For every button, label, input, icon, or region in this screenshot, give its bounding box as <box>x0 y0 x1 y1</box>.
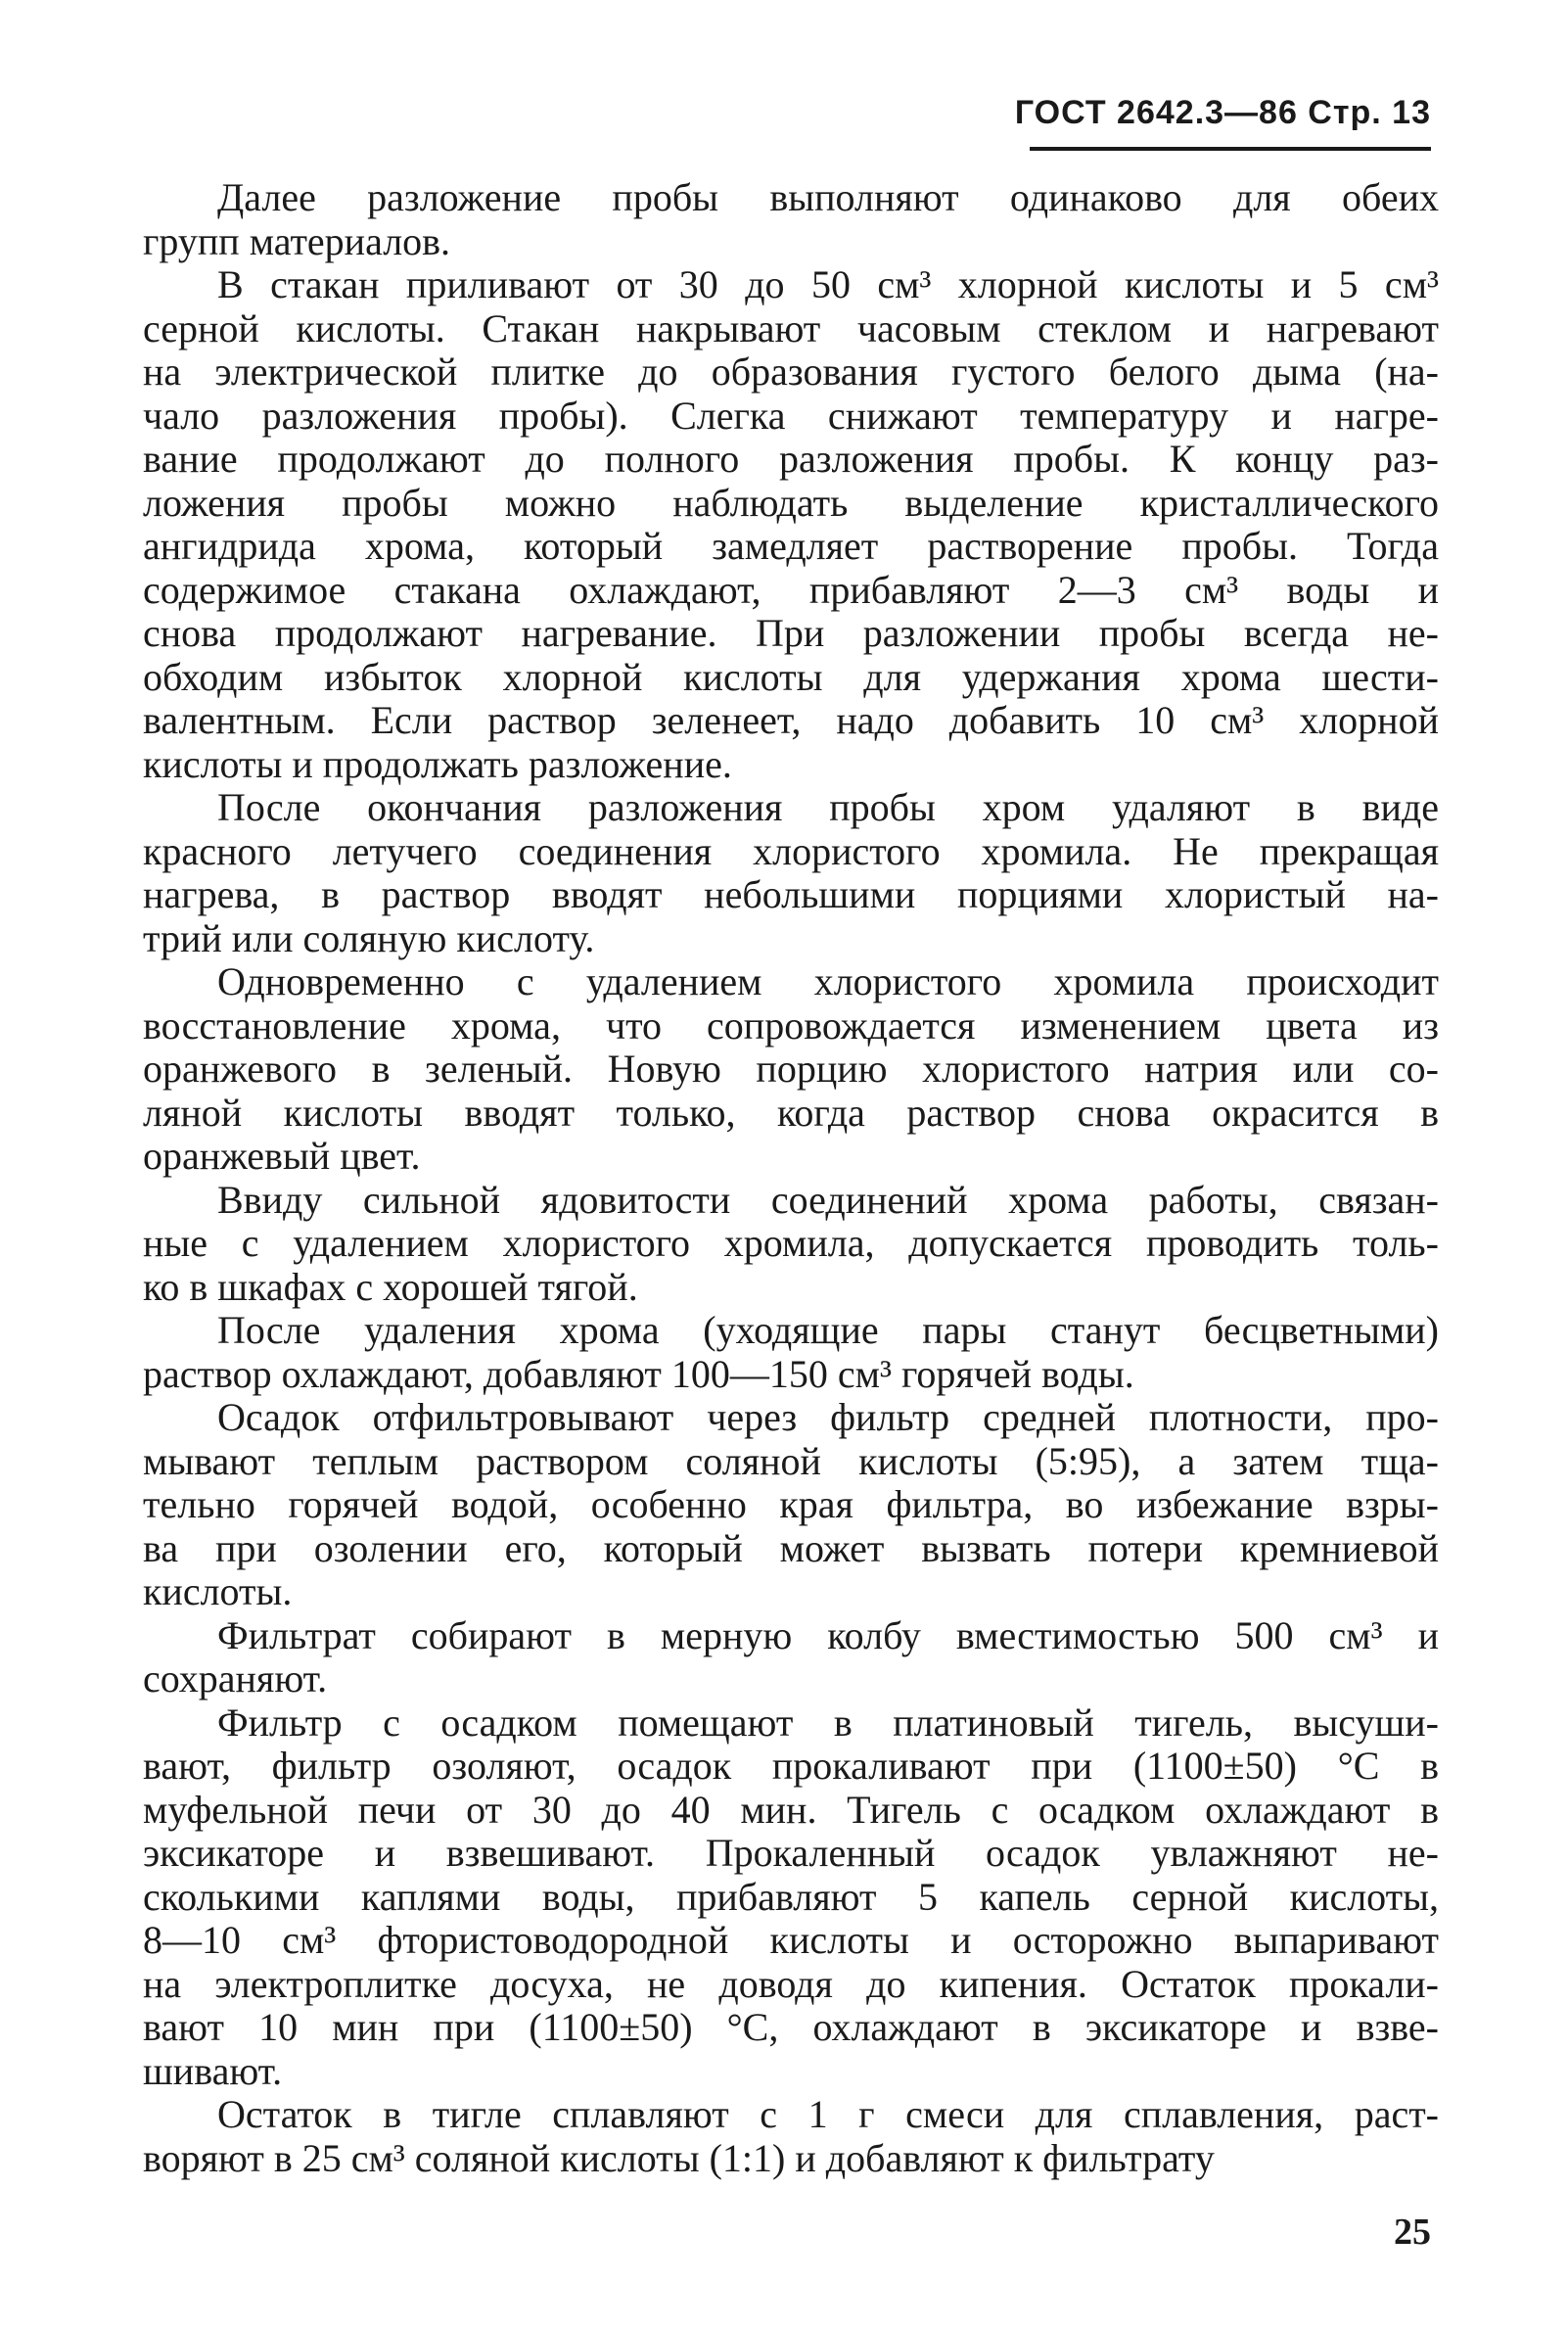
text-line: ко в шкафах с хорошей тягой. <box>143 1264 638 1309</box>
text-line: вают 10 мин при (1100±50) °С, охлаждают в эксикаторе и взве- <box>143 2005 1439 2049</box>
text-line: кислоты и продолжать разложение. <box>143 741 732 786</box>
text-line: групп материалов. <box>143 218 451 263</box>
text-line: красного летучего соединения хлористого хромила. Не прекращая <box>143 828 1439 873</box>
text-line: Одновременно с удалением хлористого хромила происходит <box>217 959 1439 1003</box>
text-line: тельно горячей водой, особенно края фильтра, во избежание взры- <box>143 1482 1439 1526</box>
running-header: ГОСТ 2642.3—86 Стр. 13 <box>1014 94 1431 131</box>
text-line: нагрева, в раствор вводят небольшими порциями хлористый на- <box>143 872 1439 916</box>
paragraph <box>143 1309 1439 1396</box>
text-line: Фильтрат собирают в мерную колбу вместимостью 500 см³ и <box>217 1612 1439 1657</box>
text-line: ные с удалением хлористого хромила, допускается проводить толь- <box>143 1221 1439 1265</box>
text-line: обходим избыток хлорной кислоты для удержания хрома шести- <box>143 654 1439 699</box>
text-line: валентным. Если раствор зеленеет, надо добавить 10 см³ хлорной <box>143 698 1439 742</box>
text-line: серной кислоты. Стакан накрывают часовым стеклом и нагревают <box>143 305 1439 350</box>
text-line: ложения пробы можно наблюдать выделение кристаллического <box>143 480 1439 525</box>
text-line: кислоты. <box>143 1569 293 1613</box>
text-line: После окончания разложения пробы хром удаляют в виде <box>217 785 1439 829</box>
text-line: После удаления хрома (уходящие пары станут бесцветными) <box>217 1308 1439 1352</box>
text-line: ва при озолении его, который может вызвать потери кремниевой <box>143 1525 1439 1570</box>
text-line: сколькими каплями воды, прибавляют 5 капель серной кислоты, <box>143 1874 1439 1919</box>
text-line: 8—10 см³ фтористоводородной кислоты и осторожно выпаривают <box>143 1918 1439 1962</box>
text-line: снова продолжают нагревание. При разложении пробы всегда не- <box>143 611 1439 655</box>
text-line: шивают. <box>143 2048 283 2093</box>
text-line: ляной кислоты вводят только, когда раствор снова окрасится в <box>143 1090 1439 1135</box>
text-line: на электроплитке досуха, не доводя до кипения. Остаток прокали- <box>143 1961 1439 2006</box>
text-line: оранжевого в зеленый. Новую порцию хлористого натрия или со- <box>143 1047 1439 1091</box>
text-line: Остаток в тигле сплавляют с 1 г смеси для сплавления, раст- <box>217 2092 1439 2136</box>
paragraph <box>143 2093 1439 2180</box>
text-line: Фильтр с осадком помещают в платиновый тигель, высуши- <box>217 1700 1439 1745</box>
paragraph <box>143 1179 1439 1310</box>
text-line: Ввиду сильной ядовитости соединений хрома работы, связан- <box>217 1177 1439 1222</box>
text-line: сохраняют. <box>143 1656 328 1700</box>
text-line: чало разложения пробы). Слегка снижают температуру и нагре- <box>143 393 1439 438</box>
paragraph <box>143 786 1439 960</box>
text-line: Осадок отфильтровывают через фильтр средней плотности, про- <box>217 1395 1439 1439</box>
text-line: В стакан приливают от 30 до 50 см³ хлорной кислоты и 5 см³ <box>217 262 1439 306</box>
body-text <box>143 176 1439 2180</box>
paragraph <box>143 960 1439 1179</box>
page-number: 25 <box>1394 2212 1431 2253</box>
text-line: воряют в 25 см³ соляной кислоты (1:1) и добавляют к фильтрату <box>143 2135 1215 2180</box>
text-line: вают, фильтр озоляют, осадок прокаливают при (1100±50) °С в <box>143 1744 1439 1788</box>
paragraph <box>143 1614 1439 1701</box>
text-line: трий или соляную кислоту. <box>143 915 595 960</box>
text-line: вание продолжают до полного разложения пробы. К концу раз- <box>143 437 1439 481</box>
text-line: мывают теплым раствором соляной кислоты (5:95), а затем тща- <box>143 1438 1439 1483</box>
text-line: Далее разложение пробы выполняют одинаково для обеих <box>217 175 1439 219</box>
paragraph <box>143 176 1439 263</box>
text-line: эксикаторе и взвешивают. Прокаленный осадок увлажняют не- <box>143 1831 1439 1875</box>
text-line: муфельной печи от 30 до 40 мин. Тигель с осадком охлаждают в <box>143 1787 1439 1832</box>
paragraph <box>143 1396 1439 1614</box>
text-line: восстановление хрома, что сопровождается изменением цвета из <box>143 1002 1439 1048</box>
text-line: ангидрида хрома, который замедляет растворение пробы. Тогда <box>143 524 1439 568</box>
header-rule <box>1030 147 1431 151</box>
text-line: на электрической плитке до образования густого белого дыма (на- <box>143 349 1439 394</box>
text-line: содержимое стакана охлаждают, прибавляют 2—3 см³ воды и <box>143 567 1439 612</box>
text-line: раствор охлаждают, добавляют 100—150 см³ горячей воды. <box>143 1351 1134 1396</box>
paragraph <box>143 1701 1439 2094</box>
text-line: оранжевый цвет. <box>143 1134 421 1178</box>
paragraph <box>143 263 1439 786</box>
